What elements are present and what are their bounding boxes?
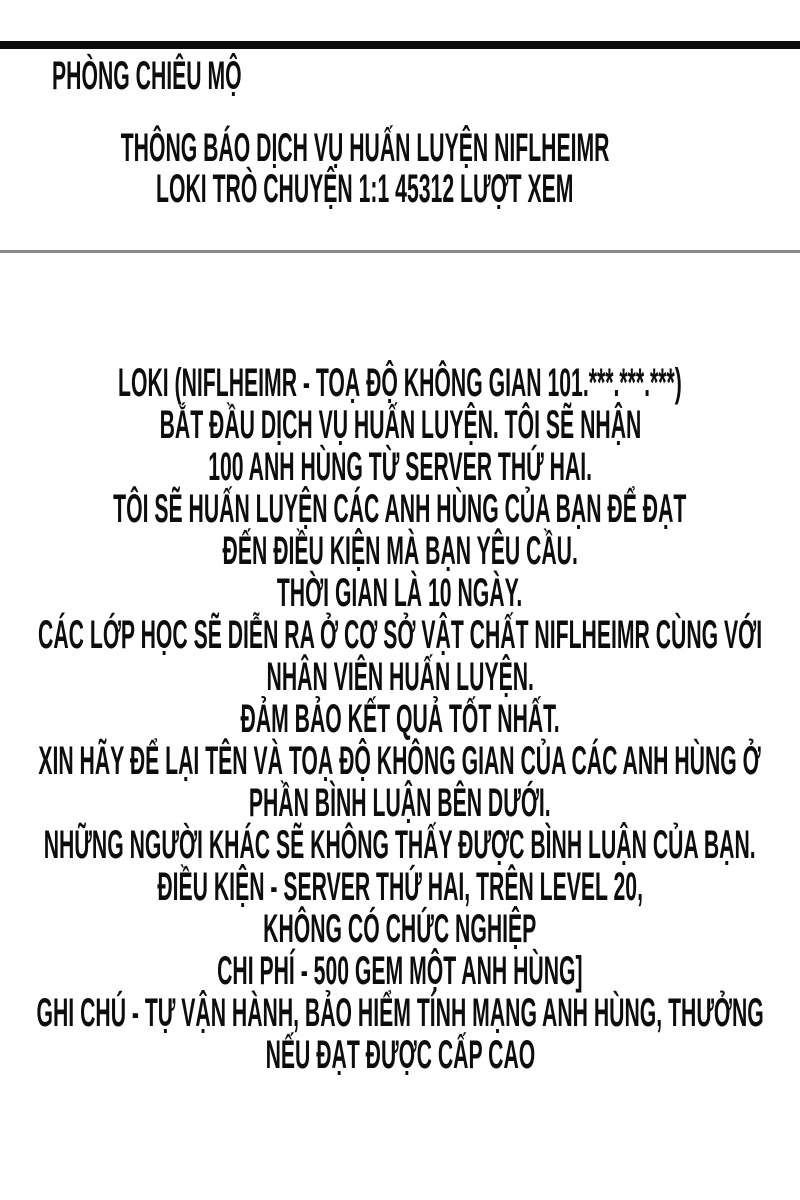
header-separator-line (0, 250, 800, 253)
page-title (52, 55, 410, 106)
message-line: NHÂN VIÊN HUẤN LUYỆN. (266, 655, 534, 699)
announcement-header (0, 128, 730, 210)
message-line: CÁC LỚP HỌC SẼ DIỄN RA Ở CƠ SỞ VẬT CHẤT NIFLHEIMR CÙNG VỚI (37, 613, 763, 657)
message-line: XIN HÃY ĐỂ LẠI TÊN VÀ TOẠ ĐỘ KHÔNG GIAN CỦA CÁC ANH HÙNG Ở (38, 739, 762, 783)
message-line: CHI PHÍ - 500 GEM MỘT ANH HÙNG] (217, 949, 583, 993)
message-line: 100 ANH HÙNG TỪ SERVER THỨ HAI. (208, 445, 592, 489)
message-line: ĐẾN ĐIỀU KIỆN MÀ BẠN YÊU CẦU. (222, 529, 578, 573)
chat-views-line: LOKI TRÒ CHUYỆN 1:1 45312 LƯỢT XEM (156, 167, 574, 211)
message-line: KHÔNG CÓ CHỨC NGHIỆP (263, 907, 537, 951)
message-line: PHẦN BÌNH LUẬN BÊN DƯỚI. (249, 781, 551, 825)
message-line: BẮT ĐẦU DỊCH VỤ HUẤN LUYỆN. TÔI SẼ NHẬN (159, 403, 641, 447)
loki-message (0, 362, 800, 1076)
message-line: ĐIỀU KIỆN - SERVER THỨ HAI, TRÊN LEVEL 20, (157, 865, 643, 909)
page-title-text: PHÒNG CHIÊU MỘ (52, 54, 242, 98)
message-line: NẾU ĐẠT ĐƯỢC CẤP CAO (265, 1033, 535, 1077)
message-line: NHỮNG NGƯỜI KHÁC SẼ KHÔNG THẤY ĐƯỢC BÌNH LUẬN CỦA BẠN. (44, 823, 756, 867)
message-line: THỜI GIAN LÀ 10 NGÀY. (277, 571, 523, 615)
message-line: ĐẢM BẢO KẾT QUẢ TỐT NHẤT. (240, 697, 560, 741)
announcement-title-line: THÔNG BÁO DỊCH VỤ HUẤN LUYỆN NIFLHEIMR (120, 126, 610, 170)
top-panel-border-bar (0, 41, 800, 49)
message-line: GHI CHÚ - TỰ VẬN HÀNH, BẢO HIỂM TÍNH MẠNG ANH HÙNG, THƯỞNG (36, 991, 764, 1035)
message-line: TÔI SẼ HUẤN LUYỆN CÁC ANH HÙNG CỦA BẠN ĐỂ ĐẠT (113, 487, 687, 531)
message-line: LOKI (NIFLHEIMR - TOẠ ĐỘ KHÔNG GIAN 101.***.***.***) (118, 361, 682, 405)
